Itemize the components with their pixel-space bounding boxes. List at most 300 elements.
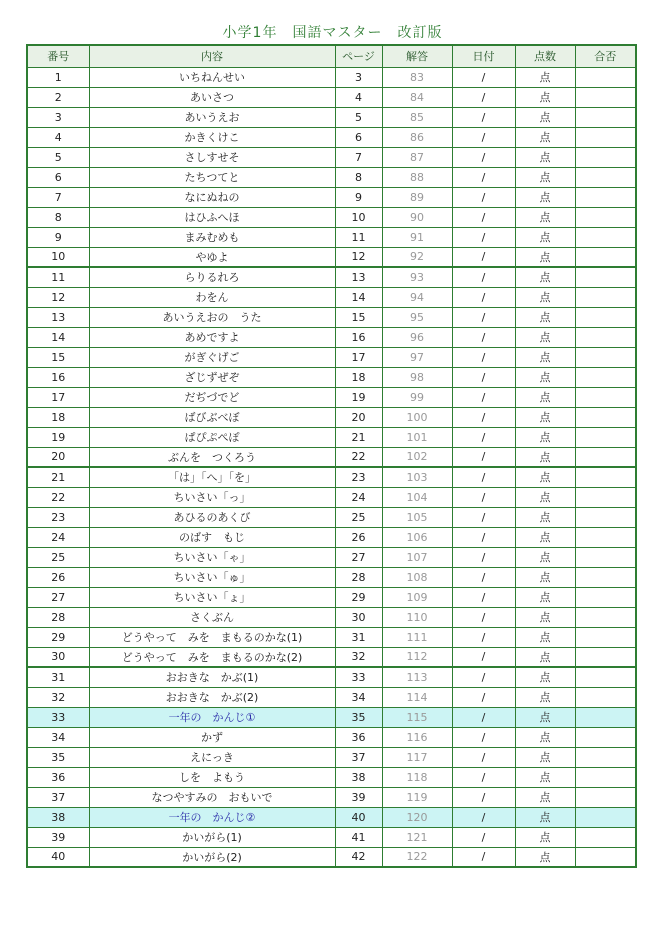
header-answer: 解答 <box>382 45 452 67</box>
header-row <box>27 45 636 67</box>
row-content: かきくけこ <box>89 127 335 147</box>
row-score: 点 <box>515 107 575 127</box>
row-content: 一年の かんじ① <box>89 707 335 727</box>
row-pass <box>575 567 636 587</box>
row-number: 39 <box>27 827 89 847</box>
row-number: 8 <box>27 207 89 227</box>
row-page: 18 <box>335 367 382 387</box>
row-content: のばす もじ <box>89 527 335 547</box>
header-score: 点数 <box>515 45 575 67</box>
row-score: 点 <box>515 347 575 367</box>
row-pass <box>575 107 636 127</box>
row-answer-page: 121 <box>382 827 452 847</box>
row-pass <box>575 647 636 667</box>
row-score: 点 <box>515 487 575 507</box>
table-row <box>27 327 636 347</box>
row-date: / <box>452 447 515 467</box>
row-number: 4 <box>27 127 89 147</box>
row-number: 10 <box>27 247 89 267</box>
row-content: さくぶん <box>89 607 335 627</box>
row-number: 17 <box>27 387 89 407</box>
row-page: 37 <box>335 747 382 767</box>
row-pass <box>575 427 636 447</box>
row-date: / <box>452 407 515 427</box>
row-score: 点 <box>515 467 575 487</box>
row-date: / <box>452 247 515 267</box>
row-content: ちいさい「ゃ」 <box>89 547 335 567</box>
row-page: 10 <box>335 207 382 227</box>
row-score: 点 <box>515 207 575 227</box>
row-pass <box>575 507 636 527</box>
table-row <box>27 127 636 147</box>
row-number: 35 <box>27 747 89 767</box>
row-date: / <box>452 567 515 587</box>
row-date: / <box>452 687 515 707</box>
row-number: 6 <box>27 167 89 187</box>
table-row <box>27 347 636 367</box>
row-answer-page: 91 <box>382 227 452 247</box>
row-date: / <box>452 767 515 787</box>
row-content: ちいさい「ゅ」 <box>89 567 335 587</box>
row-content: あいうえおの うた <box>89 307 335 327</box>
row-page: 11 <box>335 227 382 247</box>
row-page: 27 <box>335 547 382 567</box>
row-number: 12 <box>27 287 89 307</box>
row-score: 点 <box>515 587 575 607</box>
row-number: 20 <box>27 447 89 467</box>
row-number: 23 <box>27 507 89 527</box>
table-row <box>27 107 636 127</box>
row-answer-page: 102 <box>382 447 452 467</box>
row-pass <box>575 587 636 607</box>
table-row <box>27 267 636 287</box>
row-page: 31 <box>335 627 382 647</box>
row-pass <box>575 767 636 787</box>
row-number: 40 <box>27 847 89 867</box>
table-row <box>27 787 636 807</box>
row-answer-page: 103 <box>382 467 452 487</box>
row-page: 19 <box>335 387 382 407</box>
row-content: 一年の かんじ② <box>89 807 335 827</box>
row-page: 7 <box>335 147 382 167</box>
row-content: おおきな かぶ(2) <box>89 687 335 707</box>
row-score: 点 <box>515 707 575 727</box>
table-row <box>27 87 636 107</box>
table-row <box>27 767 636 787</box>
row-pass <box>575 67 636 87</box>
row-pass <box>575 487 636 507</box>
row-score: 点 <box>515 507 575 527</box>
row-score: 点 <box>515 87 575 107</box>
row-score: 点 <box>515 427 575 447</box>
row-page: 34 <box>335 687 382 707</box>
row-pass <box>575 807 636 827</box>
row-answer-page: 122 <box>382 847 452 867</box>
table-body <box>27 67 636 867</box>
row-pass <box>575 367 636 387</box>
row-answer-page: 114 <box>382 687 452 707</box>
row-content: どうやって みを まもるのかな(1) <box>89 627 335 647</box>
row-date: / <box>452 487 515 507</box>
row-number: 26 <box>27 567 89 587</box>
row-number: 21 <box>27 467 89 487</box>
row-pass <box>575 707 636 727</box>
row-answer-page: 106 <box>382 527 452 547</box>
row-answer-page: 111 <box>382 627 452 647</box>
row-date: / <box>452 647 515 667</box>
table-row <box>27 587 636 607</box>
row-content: あいうえお <box>89 107 335 127</box>
row-page: 12 <box>335 247 382 267</box>
row-content: えにっき <box>89 747 335 767</box>
row-date: / <box>452 807 515 827</box>
row-date: / <box>452 607 515 627</box>
row-date: / <box>452 527 515 547</box>
row-score: 点 <box>515 167 575 187</box>
row-score: 点 <box>515 667 575 687</box>
row-number: 31 <box>27 667 89 687</box>
row-date: / <box>452 787 515 807</box>
table-row <box>27 687 636 707</box>
row-pass <box>575 667 636 687</box>
row-number: 5 <box>27 147 89 167</box>
row-page: 36 <box>335 727 382 747</box>
table-row <box>27 667 636 687</box>
row-answer-page: 89 <box>382 187 452 207</box>
row-answer-page: 100 <box>382 407 452 427</box>
row-number: 22 <box>27 487 89 507</box>
row-date: / <box>452 307 515 327</box>
row-page: 15 <box>335 307 382 327</box>
row-date: / <box>452 207 515 227</box>
row-page: 26 <box>335 527 382 547</box>
row-number: 1 <box>27 67 89 87</box>
row-date: / <box>452 127 515 147</box>
table-row <box>27 567 636 587</box>
row-number: 24 <box>27 527 89 547</box>
row-content: がぎぐげご <box>89 347 335 367</box>
row-answer-page: 101 <box>382 427 452 447</box>
table-row <box>27 67 636 87</box>
row-date: / <box>452 507 515 527</box>
row-answer-page: 86 <box>382 127 452 147</box>
row-content: しを よもう <box>89 767 335 787</box>
header-date: 日付 <box>452 45 515 67</box>
row-page: 17 <box>335 347 382 367</box>
row-score: 点 <box>515 147 575 167</box>
row-score: 点 <box>515 267 575 287</box>
row-date: / <box>452 547 515 567</box>
row-date: / <box>452 67 515 87</box>
row-page: 32 <box>335 647 382 667</box>
row-answer-page: 85 <box>382 107 452 127</box>
row-date: / <box>452 147 515 167</box>
row-content: はひふへほ <box>89 207 335 227</box>
row-number: 27 <box>27 587 89 607</box>
row-score: 点 <box>515 607 575 627</box>
table-row <box>27 207 636 227</box>
row-content: ちいさい「ょ」 <box>89 587 335 607</box>
table-row <box>27 807 636 827</box>
table-row <box>27 427 636 447</box>
row-number: 15 <box>27 347 89 367</box>
row-score: 点 <box>515 807 575 827</box>
row-page: 39 <box>335 787 382 807</box>
row-content: いちねんせい <box>89 67 335 87</box>
row-number: 32 <box>27 687 89 707</box>
row-score: 点 <box>515 407 575 427</box>
row-page: 6 <box>335 127 382 147</box>
row-answer-page: 99 <box>382 387 452 407</box>
row-score: 点 <box>515 627 575 647</box>
header-pass: 合否 <box>575 45 636 67</box>
row-content: ざじずぜぞ <box>89 367 335 387</box>
row-score: 点 <box>515 727 575 747</box>
row-pass <box>575 287 636 307</box>
row-pass <box>575 687 636 707</box>
row-answer-page: 115 <box>382 707 452 727</box>
row-date: / <box>452 727 515 747</box>
row-pass <box>575 547 636 567</box>
row-score: 点 <box>515 67 575 87</box>
row-date: / <box>452 287 515 307</box>
row-date: / <box>452 627 515 647</box>
row-answer-page: 110 <box>382 607 452 627</box>
row-date: / <box>452 827 515 847</box>
table-row <box>27 647 636 667</box>
row-pass <box>575 447 636 467</box>
row-answer-page: 95 <box>382 307 452 327</box>
row-answer-page: 117 <box>382 747 452 767</box>
row-content: かいがら(2) <box>89 847 335 867</box>
row-page: 40 <box>335 807 382 827</box>
table-row <box>27 147 636 167</box>
row-date: / <box>452 367 515 387</box>
row-page: 22 <box>335 447 382 467</box>
row-score: 点 <box>515 847 575 867</box>
row-page: 30 <box>335 607 382 627</box>
row-date: / <box>452 587 515 607</box>
row-content: さしすせそ <box>89 147 335 167</box>
row-answer-page: 104 <box>382 487 452 507</box>
row-date: / <box>452 187 515 207</box>
row-score: 点 <box>515 367 575 387</box>
row-answer-page: 120 <box>382 807 452 827</box>
row-content: かず <box>89 727 335 747</box>
header-page: ページ <box>335 45 382 67</box>
table-row <box>27 727 636 747</box>
row-content: ばびぶべぼ <box>89 407 335 427</box>
table-row <box>27 747 636 767</box>
row-content: らりるれろ <box>89 267 335 287</box>
row-pass <box>575 307 636 327</box>
row-pass <box>575 467 636 487</box>
row-page: 9 <box>335 187 382 207</box>
row-number: 28 <box>27 607 89 627</box>
row-content: ぱぴぷぺぽ <box>89 427 335 447</box>
row-pass <box>575 387 636 407</box>
table-row <box>27 547 636 567</box>
row-answer-page: 109 <box>382 587 452 607</box>
table-row <box>27 247 636 267</box>
row-score: 点 <box>515 127 575 147</box>
row-answer-page: 88 <box>382 167 452 187</box>
row-pass <box>575 627 636 647</box>
table-row <box>27 507 636 527</box>
row-pass <box>575 127 636 147</box>
row-content: まみむめも <box>89 227 335 247</box>
row-date: / <box>452 267 515 287</box>
row-pass <box>575 787 636 807</box>
row-answer-page: 112 <box>382 647 452 667</box>
row-content: なつやすみの おもいで <box>89 787 335 807</box>
row-score: 点 <box>515 307 575 327</box>
row-pass <box>575 87 636 107</box>
row-page: 3 <box>335 67 382 87</box>
row-pass <box>575 727 636 747</box>
row-number: 11 <box>27 267 89 287</box>
row-content: あいさつ <box>89 87 335 107</box>
row-score: 点 <box>515 567 575 587</box>
row-pass <box>575 267 636 287</box>
row-answer-page: 96 <box>382 327 452 347</box>
row-date: / <box>452 107 515 127</box>
row-page: 21 <box>335 427 382 447</box>
row-date: / <box>452 347 515 367</box>
page-title: 小学1年 国語マスター 改訂版 <box>222 25 443 41</box>
row-pass <box>575 847 636 867</box>
row-score: 点 <box>515 447 575 467</box>
row-score: 点 <box>515 527 575 547</box>
table-row <box>27 607 636 627</box>
row-content: なにぬねの <box>89 187 335 207</box>
row-content: ぶんを つくろう <box>89 447 335 467</box>
row-answer-page: 90 <box>382 207 452 227</box>
row-pass <box>575 227 636 247</box>
table-row <box>27 167 636 187</box>
row-date: / <box>452 327 515 347</box>
table-row <box>27 527 636 547</box>
row-number: 30 <box>27 647 89 667</box>
row-page: 16 <box>335 327 382 347</box>
row-content: おおきな かぶ(1) <box>89 667 335 687</box>
table-row <box>27 487 636 507</box>
row-pass <box>575 167 636 187</box>
row-number: 2 <box>27 87 89 107</box>
table-row <box>27 367 636 387</box>
row-answer-page: 98 <box>382 367 452 387</box>
header-content: 内容 <box>89 45 335 67</box>
row-number: 14 <box>27 327 89 347</box>
row-page: 20 <box>335 407 382 427</box>
row-number: 13 <box>27 307 89 327</box>
row-pass <box>575 407 636 427</box>
table-row <box>27 627 636 647</box>
row-score: 点 <box>515 647 575 667</box>
row-content: だぢづでど <box>89 387 335 407</box>
row-number: 18 <box>27 407 89 427</box>
table-row <box>27 287 636 307</box>
row-content: あめですよ <box>89 327 335 347</box>
row-pass <box>575 347 636 367</box>
row-pass <box>575 247 636 267</box>
row-content: たちつてと <box>89 167 335 187</box>
row-content: あひるのあくび <box>89 507 335 527</box>
row-answer-page: 93 <box>382 267 452 287</box>
row-score: 点 <box>515 327 575 347</box>
table-row <box>27 187 636 207</box>
row-answer-page: 84 <box>382 87 452 107</box>
row-date: / <box>452 707 515 727</box>
row-page: 24 <box>335 487 382 507</box>
row-score: 点 <box>515 767 575 787</box>
row-date: / <box>452 167 515 187</box>
row-answer-page: 83 <box>382 67 452 87</box>
table-row <box>27 467 636 487</box>
row-pass <box>575 747 636 767</box>
row-pass <box>575 607 636 627</box>
table-row <box>27 407 636 427</box>
row-date: / <box>452 667 515 687</box>
table-row <box>27 827 636 847</box>
row-answer-page: 87 <box>382 147 452 167</box>
row-answer-page: 108 <box>382 567 452 587</box>
row-page: 29 <box>335 587 382 607</box>
row-answer-page: 107 <box>382 547 452 567</box>
row-score: 点 <box>515 227 575 247</box>
row-page: 25 <box>335 507 382 527</box>
row-answer-page: 119 <box>382 787 452 807</box>
row-score: 点 <box>515 187 575 207</box>
row-pass <box>575 207 636 227</box>
row-number: 19 <box>27 427 89 447</box>
row-answer-page: 116 <box>382 727 452 747</box>
row-answer-page: 105 <box>382 507 452 527</box>
row-date: / <box>452 747 515 767</box>
row-number: 16 <box>27 367 89 387</box>
row-page: 42 <box>335 847 382 867</box>
row-score: 点 <box>515 747 575 767</box>
row-content: わをん <box>89 287 335 307</box>
row-score: 点 <box>515 247 575 267</box>
table-row <box>27 387 636 407</box>
row-page: 35 <box>335 707 382 727</box>
table-row <box>27 447 636 467</box>
row-answer-page: 97 <box>382 347 452 367</box>
row-page: 13 <box>335 267 382 287</box>
row-page: 14 <box>335 287 382 307</box>
row-page: 33 <box>335 667 382 687</box>
row-pass <box>575 187 636 207</box>
row-date: / <box>452 87 515 107</box>
row-pass <box>575 147 636 167</box>
row-page: 4 <box>335 87 382 107</box>
row-score: 点 <box>515 547 575 567</box>
row-page: 28 <box>335 567 382 587</box>
row-answer-page: 113 <box>382 667 452 687</box>
row-number: 34 <box>27 727 89 747</box>
table-row <box>27 227 636 247</box>
row-answer-page: 94 <box>382 287 452 307</box>
row-date: / <box>452 227 515 247</box>
row-page: 41 <box>335 827 382 847</box>
row-page: 8 <box>335 167 382 187</box>
row-score: 点 <box>515 287 575 307</box>
row-content: 「は」「へ」「を」 <box>89 467 335 487</box>
row-number: 37 <box>27 787 89 807</box>
row-score: 点 <box>515 787 575 807</box>
row-score: 点 <box>515 827 575 847</box>
